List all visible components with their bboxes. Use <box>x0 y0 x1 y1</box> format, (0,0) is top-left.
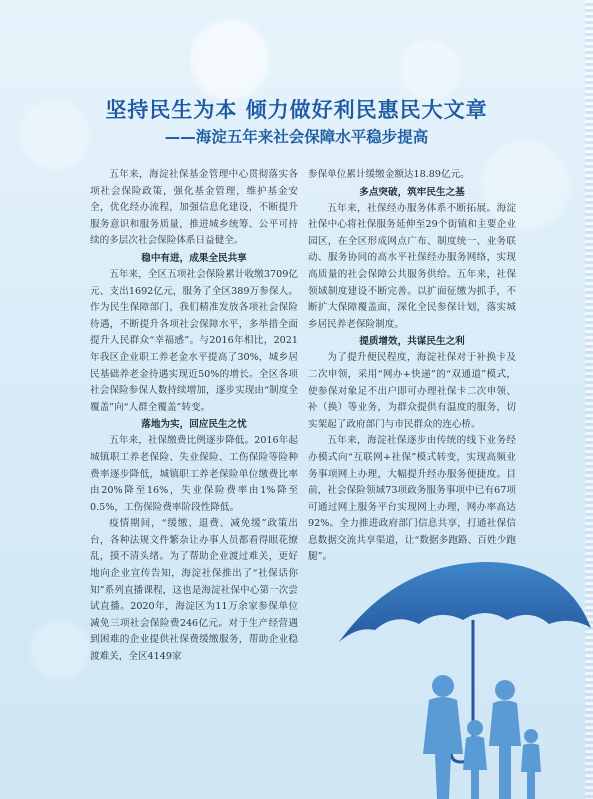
umbrella-family-icon <box>335 558 593 799</box>
paragraph: 五年来，海淀社保基金管理中心贯彻落实各项社会保险政策，强化基金管理，维护基金安全，优化经办流程，加强信息化建设，不断提升服务意识和服务质量，推进城乡统筹、公平可持续的多层次社会保险体系日益健全。 <box>90 169 298 247</box>
right-column <box>308 167 516 566</box>
background-bokeh <box>190 20 270 100</box>
paragraph: 五年来，社保经办服务体系不断拓展。海淀社保中心将社保服务延伸至29个街镇和主要企业园区，在全区形成网点广布、制度统一、业务联动、服务协同的高水平社保经办服务网络，实现高质量的社会保障公共服务供给。五年来，社保领域制度建设不断完善。以扩面征缴为抓手，不断扩大保障覆盖面，深化全民参保计划，落实城乡居民养老保险制度。 <box>308 202 516 330</box>
section-heading: 多点突破，筑牢民生之基 <box>359 186 465 198</box>
section-heading: 落地为实，回应民生之忧 <box>141 419 247 431</box>
background-bokeh <box>30 620 90 680</box>
background-bokeh <box>400 40 460 100</box>
left-column <box>90 167 298 666</box>
section-heading: 提质增效，共谋民生之利 <box>359 336 465 348</box>
paragraph: 为了提升便民程度，海淀社保对于补换卡及二次申领，采用“网办+快递”的“双通道”模式，使参保对象足不出户即可办理社保卡二次申领、补（换）等业务，为群众提供有温度的服务，切实架起了政府部门与市民群众的连心桥。 <box>308 352 516 430</box>
article-subtitle: ——海淀五年来社会保障水平稳步提高 <box>164 128 429 146</box>
article-title: 坚持民生为本 倾力做好利民惠民大文章 <box>105 98 488 122</box>
section-heading: 稳中有进，成果全民共享 <box>141 252 247 264</box>
umbrella-canopy <box>339 562 591 642</box>
paragraph: 参保单位累计缓缴金额达18.89亿元。 <box>308 169 470 180</box>
paragraph: 五年来，全区五项社会保险累计收缴3709亿元、支出1692亿元，服务了全区389万参保人。作为民生保障部门，我们精准发放各项社会保险待遇，不断提升各项社会保障水平，多举措全面提升人民群众“幸福感”。与2016年相比，2021年我区企业职工养老金水平提高了30%，城乡居民基础养老金待遇实现近50%的增长。全区各项社会保险参保人数持续增加，逐步实现由“制度全覆盖”向“人群全覆盖”转变。 <box>90 268 298 413</box>
family-silhouette <box>423 675 541 799</box>
paragraph: 五年来，海淀社保逐步由传统的线下业务经办模式向“互联网+社保”模式转变，实现高频业务事项网上办理，大幅提升经办服务便捷度。目前，社会保险领域73项政务服务事项中已有67项可通过网上服务平台实现网上办理，网办率高达92%。全力推进政府部门信息共享，打通社保信息数据交流共享渠道，让“数据多跑路、百姓少跑腿”。 <box>308 435 516 563</box>
paragraph: 五年来，社保缴费比例逐步降低。2016年起城镇职工养老保险、失业保险、工伤保险等险种费率逐步降低，城镇职工养老保险单位缴费比率由20%降至16%，失业保险费率由1%降至0.5%，工伤保险费率阶段性降低。 <box>90 435 298 513</box>
paragraph: 疫情期间，“缓缴、退费、减免缓”政策出台，各种法规文件繁杂让办事人员都看得眼花缭乱，摸不清头绪。为了帮助企业渡过难关，更好地向企业宣传告知，海淀社保推出了“社保话你知”系列直播课程，这也是海淀社保中心第一次尝试直播。2020年，海淀区为11万余家参保单位减免三项社会保险费246亿元。对于生产经营遇到困难的企业提供社保费缓缴服务，帮助企业稳渡难关，全区4149家 <box>90 518 298 663</box>
